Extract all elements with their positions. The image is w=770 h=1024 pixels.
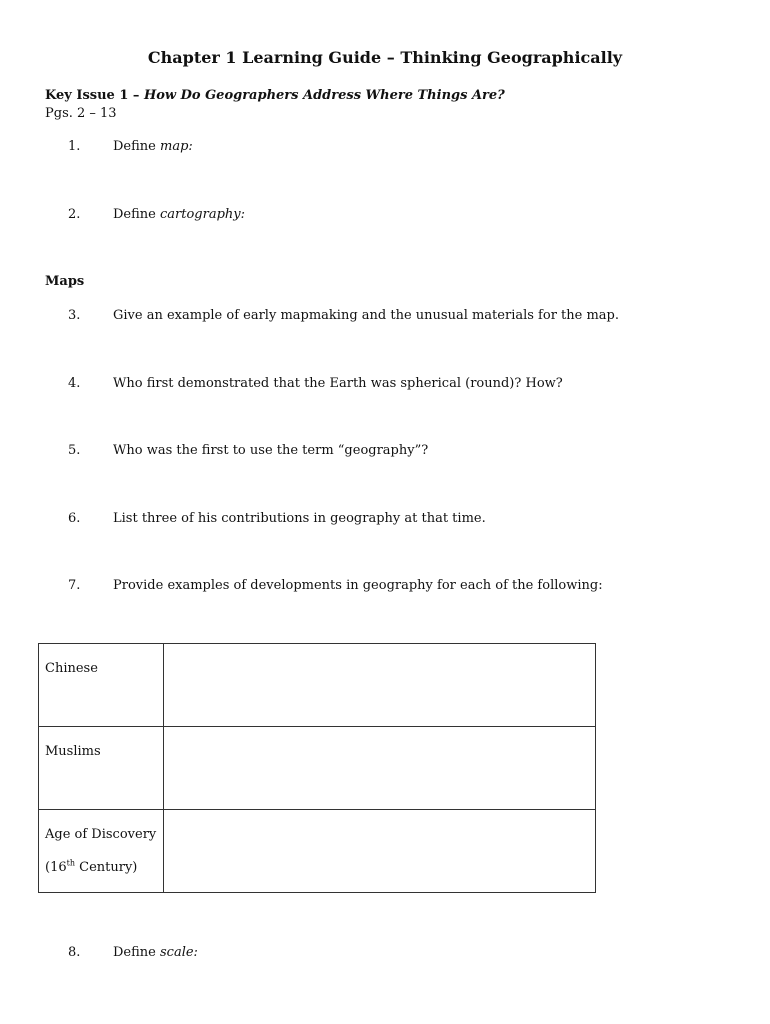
question-number: 5. [68,443,81,458]
question-number: 6. [68,511,81,526]
key-issue-heading [45,87,505,104]
row-label-century [45,859,163,876]
question-text [113,944,198,961]
row-label: Muslims [39,727,164,810]
answer-cell[interactable] [163,644,595,727]
table-row [39,644,596,727]
developments-table [38,643,596,893]
question-text: Give an example of early mapmaking and the unusual materials for the map. [113,308,619,323]
question-text: List three of his contributions in geography at that time. [113,511,486,526]
question-number: 1. [68,139,81,154]
century-prefix: (16 [45,860,67,875]
page-range: Pgs. 2 – 13 [45,106,117,121]
question-prompt: Define [113,139,160,154]
question-text: Provide examples of developments in geography for each of the following: [113,578,603,593]
century-word: Century) [75,860,138,875]
question-number: 4. [68,376,81,391]
question-text [113,138,193,155]
question-term: map: [160,139,193,154]
century-suffix: th [66,858,75,868]
question-term: cartography: [160,207,246,222]
row-label: Chinese [39,644,164,727]
key-issue-prefix: Key Issue 1 – [45,88,144,103]
question-number: 3. [68,308,81,323]
table-row [39,810,596,893]
question-number: 8. [68,945,81,960]
question-number: 7. [68,578,81,593]
question-prompt: Define [113,207,160,222]
question-term: scale: [160,945,198,960]
section-heading-maps: Maps [45,274,85,289]
question-text: Who first demonstrated that the Earth was spherical (round)? How? [113,376,563,391]
question-text: Who was the first to use the term “geography”? [113,443,429,458]
answer-cell[interactable] [163,810,595,893]
row-label-age-of-discovery [39,810,164,893]
answer-cell[interactable] [163,727,595,810]
page-title: Chapter 1 Learning Guide – Thinking Geographically [147,48,623,67]
question-prompt: Define [113,945,160,960]
row-label: Age of Discovery [45,827,157,842]
key-issue-question: How Do Geographers Address Where Things Are? [143,88,505,103]
table-row [39,727,596,810]
question-number: 2. [68,207,81,222]
question-text [113,206,245,223]
